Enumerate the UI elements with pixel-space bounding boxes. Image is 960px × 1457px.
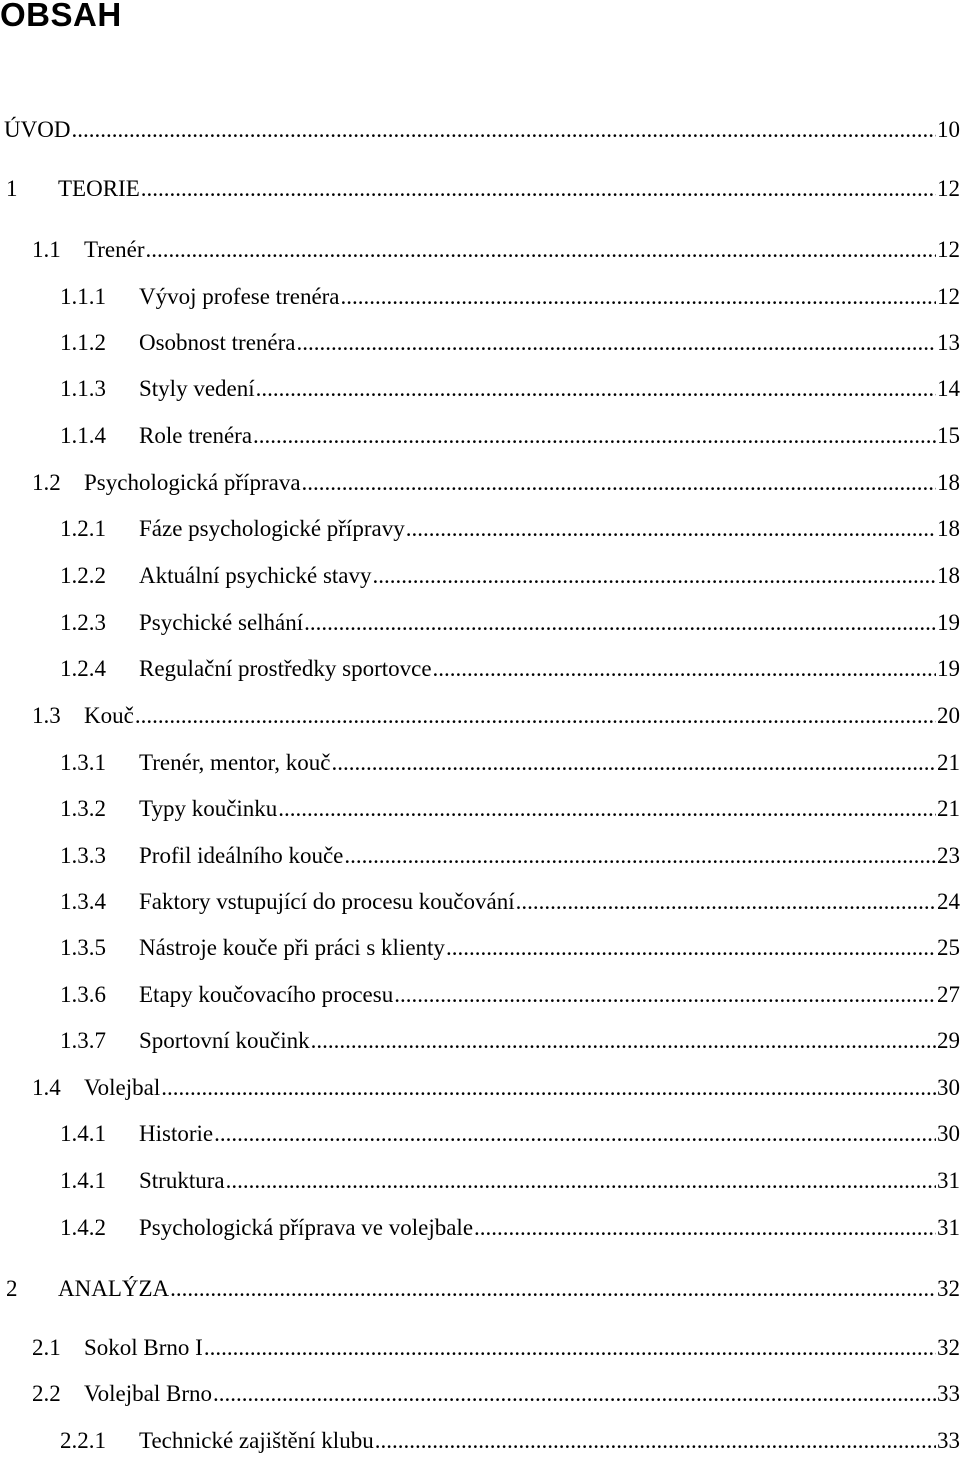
toc-dot-leader [474, 1213, 936, 1243]
toc-entry-page-number: 30 [937, 1075, 960, 1100]
toc-dot-leader [145, 235, 936, 265]
toc-dot-leader [373, 561, 936, 591]
toc-entry-title: ANALÝZA [58, 1276, 170, 1301]
toc-entry-title: Trenér, mentor, kouč [139, 750, 331, 775]
toc-dot-leader [253, 421, 936, 451]
toc-entry-page-number: 18 [937, 470, 960, 495]
toc-entry-title: Aktuální psychické stavy [139, 563, 372, 588]
toc-entry-number: 2 [6, 1276, 18, 1301]
toc-entry-page-number: 12 [937, 237, 960, 262]
toc-entry-page-number: 31 [937, 1215, 960, 1240]
toc-entry-title: Volejbal Brno [84, 1381, 212, 1406]
toc-entry-page-number: 12 [937, 284, 960, 309]
toc-entry-page-number: 18 [937, 563, 960, 588]
toc-dot-leader [406, 514, 936, 544]
toc-entry[interactable] [6, 174, 960, 204]
page-title: OBSAH [0, 0, 122, 33]
toc-entry[interactable] [60, 282, 960, 312]
toc-dot-leader [204, 1333, 936, 1363]
toc-entry-number: 1.2.2 [60, 563, 106, 588]
toc-entry[interactable] [32, 235, 960, 265]
toc-entry-page-number: 27 [937, 982, 960, 1007]
toc-entry[interactable] [60, 1026, 960, 1056]
toc-dot-leader [433, 654, 936, 684]
toc-entry[interactable] [60, 1426, 960, 1456]
toc-entry-title: Osobnost trenéra [139, 330, 296, 355]
toc-entry-title: Sportovní koučink [139, 1028, 310, 1053]
toc-entry-title: Psychologická příprava ve volejbale [139, 1215, 474, 1240]
toc-entry-page-number: 24 [937, 889, 960, 914]
toc-entry-page-number: 10 [937, 117, 960, 142]
toc-entry-page-number: 31 [937, 1168, 960, 1193]
toc-dot-leader [394, 980, 936, 1010]
toc-entry-title: Volejbal [84, 1075, 161, 1100]
toc-entry-number: 2.2.1 [60, 1428, 106, 1453]
toc-entry-page-number: 14 [937, 376, 960, 401]
toc-dot-leader [213, 1379, 936, 1409]
toc-dot-leader [170, 1274, 936, 1304]
toc-entry[interactable] [60, 748, 960, 778]
toc-entry-number: 1.3.5 [60, 935, 106, 960]
toc-dot-leader [341, 282, 936, 312]
toc-entry-number: 1.1.4 [60, 423, 106, 448]
toc-dot-leader [226, 1166, 936, 1196]
toc-entry[interactable] [60, 1166, 960, 1196]
toc-entry-number: 1.2.3 [60, 610, 106, 635]
toc-entry-title: Role trenéra [139, 423, 253, 448]
toc-entry-page-number: 21 [937, 796, 960, 821]
toc-dot-leader [256, 374, 936, 404]
toc-dot-leader [375, 1426, 936, 1456]
toc-entry[interactable] [60, 794, 960, 824]
toc-entry-title: Faktory vstupující do procesu koučování [139, 889, 515, 914]
toc-dot-leader [302, 468, 936, 498]
toc-entry[interactable] [60, 421, 960, 451]
toc-entry-title: Psychologická příprava [84, 470, 301, 495]
toc-entry-number: 1.1 [32, 237, 61, 262]
toc-entry-page-number: 25 [937, 935, 960, 960]
toc-entry-number: 1.4.1 [60, 1168, 106, 1193]
toc-entry-page-number: 19 [937, 656, 960, 681]
toc-entry[interactable] [32, 1379, 960, 1409]
toc-entry-page-number: 13 [937, 330, 960, 355]
toc-entry[interactable] [60, 561, 960, 591]
toc-entry-number: 1.3.3 [60, 843, 106, 868]
toc-dot-leader [161, 1073, 936, 1103]
toc-entry-number: 1 [6, 176, 18, 201]
toc-entry-page-number: 32 [937, 1276, 960, 1301]
toc-entry-page-number: 12 [937, 176, 960, 201]
toc-entry-number: 1.4 [32, 1075, 61, 1100]
toc-entry[interactable] [60, 887, 960, 917]
toc-dot-leader [297, 328, 937, 358]
toc-entry-page-number: 19 [937, 610, 960, 635]
toc-entry-title: Regulační prostředky sportovce [139, 656, 432, 681]
toc-entry[interactable] [60, 1213, 960, 1243]
toc-dot-leader [311, 1026, 936, 1056]
toc-entry-number: 1.1.1 [60, 284, 106, 309]
toc-dot-leader [278, 794, 936, 824]
toc-entry[interactable] [4, 115, 960, 145]
toc-entry-number: 1.2.4 [60, 656, 106, 681]
toc-entry[interactable] [60, 608, 960, 638]
toc-entry-title: Styly vedení [139, 376, 255, 401]
toc-entry-title: Nástroje kouče při práci s klienty [139, 935, 445, 960]
toc-entry-title: Sokol Brno I [84, 1335, 203, 1360]
toc-entry-page-number: 29 [937, 1028, 960, 1053]
toc-entry-number: 1.2 [32, 470, 61, 495]
toc-dot-leader [516, 887, 936, 917]
toc-dot-leader [304, 608, 936, 638]
toc-entry[interactable] [6, 1274, 960, 1304]
toc-entry[interactable] [60, 654, 960, 684]
toc-entry-page-number: 23 [937, 843, 960, 868]
toc-entry-number: 1.4.2 [60, 1215, 106, 1240]
toc-entry-page-number: 15 [937, 423, 960, 448]
toc-entry[interactable] [32, 1073, 960, 1103]
toc-entry-number: 2.1 [32, 1335, 61, 1360]
toc-entry[interactable] [60, 980, 960, 1010]
toc-entry[interactable] [32, 1333, 960, 1363]
toc-entry-number: 1.3.7 [60, 1028, 106, 1053]
toc-entry-page-number: 18 [937, 516, 960, 541]
toc-entry[interactable] [60, 514, 960, 544]
toc-entry[interactable] [60, 374, 960, 404]
toc-dot-leader [446, 933, 936, 963]
toc-dot-leader [214, 1119, 936, 1149]
toc-entry-title: TEORIE [58, 176, 140, 201]
toc-dot-leader [332, 748, 937, 778]
toc-entry[interactable] [32, 701, 960, 731]
toc-entry-title: Kouč [84, 703, 134, 728]
toc-entry-number: 1.2.1 [60, 516, 106, 541]
toc-entry[interactable] [32, 468, 960, 498]
toc-entry-title: Trenér [84, 237, 145, 262]
toc-entry-number: 2.2 [32, 1381, 61, 1406]
toc-entry-page-number: 30 [937, 1121, 960, 1146]
toc-entry-number: 1.1.3 [60, 376, 106, 401]
toc-entry[interactable] [60, 328, 960, 358]
toc-entry-title: Profil ideálního kouče [139, 843, 344, 868]
toc-entry-number: 1.3 [32, 703, 61, 728]
toc-entry-title: Psychické selhání [139, 610, 304, 635]
toc-entry-number: 1.4.1 [60, 1121, 106, 1146]
toc-entry-title: Technické zajištění klubu [139, 1428, 374, 1453]
toc-dot-leader [135, 701, 936, 731]
toc-entry-title: Struktura [139, 1168, 225, 1193]
toc-entry-page-number: 33 [937, 1428, 960, 1453]
toc-entry-title: ÚVOD [4, 117, 71, 142]
toc-entry-number: 1.3.1 [60, 750, 106, 775]
toc-entry[interactable] [60, 933, 960, 963]
toc-entry-page-number: 20 [937, 703, 960, 728]
toc-entry-number: 1.3.6 [60, 982, 106, 1007]
toc-dot-leader [141, 174, 936, 204]
toc-entry-title: Fáze psychologické přípravy [139, 516, 405, 541]
toc-dot-leader [344, 841, 936, 871]
toc-entry-number: 1.3.2 [60, 796, 106, 821]
toc-entry-title: Typy koučinku [139, 796, 278, 821]
toc-entry-page-number: 21 [937, 750, 960, 775]
toc-entry-title: Historie [139, 1121, 214, 1146]
toc-entry-number: 1.1.2 [60, 330, 106, 355]
toc-entry-page-number: 33 [937, 1381, 960, 1406]
toc-entry-title: Vývoj profese trenéra [139, 284, 340, 309]
toc-entry-page-number: 32 [937, 1335, 960, 1360]
toc-entry[interactable] [60, 1119, 960, 1149]
toc-entry-title: Etapy koučovacího procesu [139, 982, 394, 1007]
toc-dot-leader [71, 115, 936, 145]
toc-entry-number: 1.3.4 [60, 889, 106, 914]
toc-entry[interactable] [60, 841, 960, 871]
